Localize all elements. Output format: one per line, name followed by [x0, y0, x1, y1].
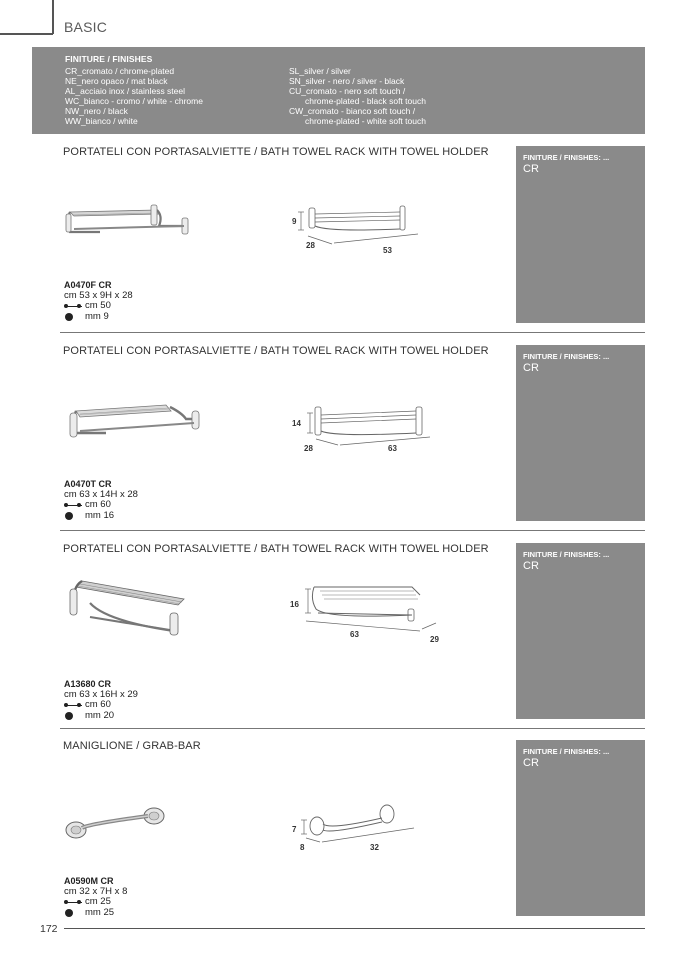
finishes-heading: FINITURE / FINISHES	[65, 54, 153, 64]
product-size: cm 63 x 16H x 29	[64, 688, 138, 700]
finish-item: SL_silver / silver	[289, 66, 351, 76]
finishes-panel	[516, 146, 645, 323]
product-size: cm 63 x 14H x 28	[64, 488, 138, 500]
product-size: cm 53 x 9H x 28	[64, 289, 133, 301]
dim-depth: 29	[430, 635, 439, 644]
product-diameter-row	[64, 511, 138, 522]
pitch-icon	[64, 898, 84, 906]
finish-item: CW_cromato - bianco soft touch /	[289, 106, 416, 116]
section-title: BASIC	[64, 19, 108, 35]
product-diameter: mm 9	[85, 310, 109, 322]
product-code: A0470T CR	[64, 479, 112, 489]
dim-width: 32	[370, 843, 379, 852]
product-card	[60, 146, 645, 326]
pitch-icon	[64, 302, 84, 310]
finishes-panel-label: FINITURE / FINISHES: ...	[523, 352, 610, 361]
product-card	[60, 543, 645, 723]
finishes-list-right	[289, 66, 426, 126]
product-pitch-row	[64, 700, 138, 711]
finish-item: chrome-plated - black soft touch	[305, 96, 426, 106]
finish-item: NE_nero opaco / mat black	[65, 76, 168, 86]
dim-height: 14	[292, 419, 301, 428]
product-title: PORTATELI CON PORTASALVIETTE / BATH TOWEL RACK WITH TOWEL HOLDER	[63, 345, 489, 357]
dim-depth: 28	[306, 241, 315, 250]
product-pitch-row	[64, 500, 138, 511]
product-pitch-row	[64, 897, 127, 908]
finish-item: SN_silver - nero / silver - black	[289, 76, 405, 86]
divider	[60, 332, 645, 333]
product-photo	[62, 804, 172, 848]
product-card	[60, 345, 645, 525]
product-title: PORTATELI CON PORTASALVIETTE / BATH TOWEL RACK WITH TOWEL HOLDER	[63, 146, 489, 158]
finishes-panel	[516, 740, 645, 916]
diameter-icon	[65, 313, 73, 321]
product-title: PORTATELI CON PORTASALVIETTE / BATH TOWEL RACK WITH TOWEL HOLDER	[63, 543, 489, 555]
dim-width: 63	[388, 444, 397, 453]
diameter-icon	[65, 909, 73, 917]
product-photo	[66, 397, 206, 445]
finishes-panel-value: CR	[523, 560, 539, 572]
product-code: A0470F CR	[64, 280, 112, 290]
pitch-icon	[64, 701, 84, 709]
finishes-panel-label: FINITURE / FINISHES: ...	[523, 747, 610, 756]
finish-item: chrome-plated - white soft touch	[305, 116, 426, 126]
finish-item: CU_cromato - nero soft touch /	[289, 86, 406, 96]
finishes-panel-value: CR	[523, 757, 539, 769]
product-info	[64, 679, 138, 721]
finish-item: WC_bianco - cromo / white - chrome	[65, 96, 203, 106]
finishes-panel	[516, 345, 645, 521]
product-pitch-row	[64, 301, 133, 312]
divider	[60, 530, 645, 531]
product-pitch: cm 60	[85, 499, 111, 510]
finishes-panel-label: FINITURE / FINISHES: ...	[523, 153, 610, 162]
product-info	[64, 280, 133, 322]
dimension-drawing	[288, 579, 448, 647]
product-diameter-row	[64, 312, 133, 323]
product-pitch: cm 50	[85, 300, 111, 311]
dimension-drawing	[288, 202, 428, 258]
product-pitch: cm 25	[85, 896, 111, 907]
product-photo	[64, 202, 194, 242]
finishes-panel-value: CR	[523, 163, 539, 175]
product-diameter: mm 16	[85, 509, 115, 521]
page-number: 172	[40, 923, 58, 935]
pitch-icon	[64, 501, 84, 509]
finishes-panel	[516, 543, 645, 719]
product-code: A0590M CR	[64, 876, 114, 886]
product-photo	[66, 573, 212, 643]
product-size: cm 32 x 7H x 8	[64, 885, 128, 897]
product-diameter: mm 25	[85, 906, 115, 918]
diameter-icon	[65, 512, 73, 520]
product-info	[64, 876, 127, 918]
dimension-drawing	[290, 405, 440, 461]
header-corner-line	[0, 33, 53, 35]
product-info	[64, 479, 138, 521]
finish-item: NW_nero / black	[65, 106, 128, 116]
dim-height: 7	[292, 825, 297, 834]
product-diameter-row	[64, 908, 127, 919]
product-pitch: cm 60	[85, 699, 111, 710]
product-card	[60, 740, 645, 920]
dim-height: 9	[292, 217, 297, 226]
finishes-panel-value: CR	[523, 362, 539, 374]
header-corner-line	[52, 0, 54, 34]
footer-rule	[64, 928, 645, 929]
product-code: A13680 CR	[64, 679, 112, 689]
diameter-icon	[65, 712, 73, 720]
product-diameter: mm 20	[85, 709, 115, 721]
finish-item: CR_cromato / chrome-plated	[65, 66, 175, 76]
dim-depth: 8	[300, 843, 305, 852]
dim-depth: 28	[304, 444, 313, 453]
finish-item: AL_acciaio inox / stainless steel	[65, 86, 186, 96]
dimension-drawing	[290, 804, 420, 860]
product-diameter-row	[64, 711, 138, 722]
finishes-panel-label: FINITURE / FINISHES: ...	[523, 550, 610, 559]
finishes-list-left	[65, 66, 203, 126]
finishes-legend	[32, 47, 645, 134]
product-title: MANIGLIONE / GRAB-BAR	[63, 740, 201, 752]
dim-height: 16	[290, 600, 299, 609]
dim-width: 63	[350, 630, 359, 639]
divider	[60, 728, 645, 729]
finish-item: WW_bianco / white	[65, 116, 138, 126]
dim-width: 53	[383, 246, 392, 255]
